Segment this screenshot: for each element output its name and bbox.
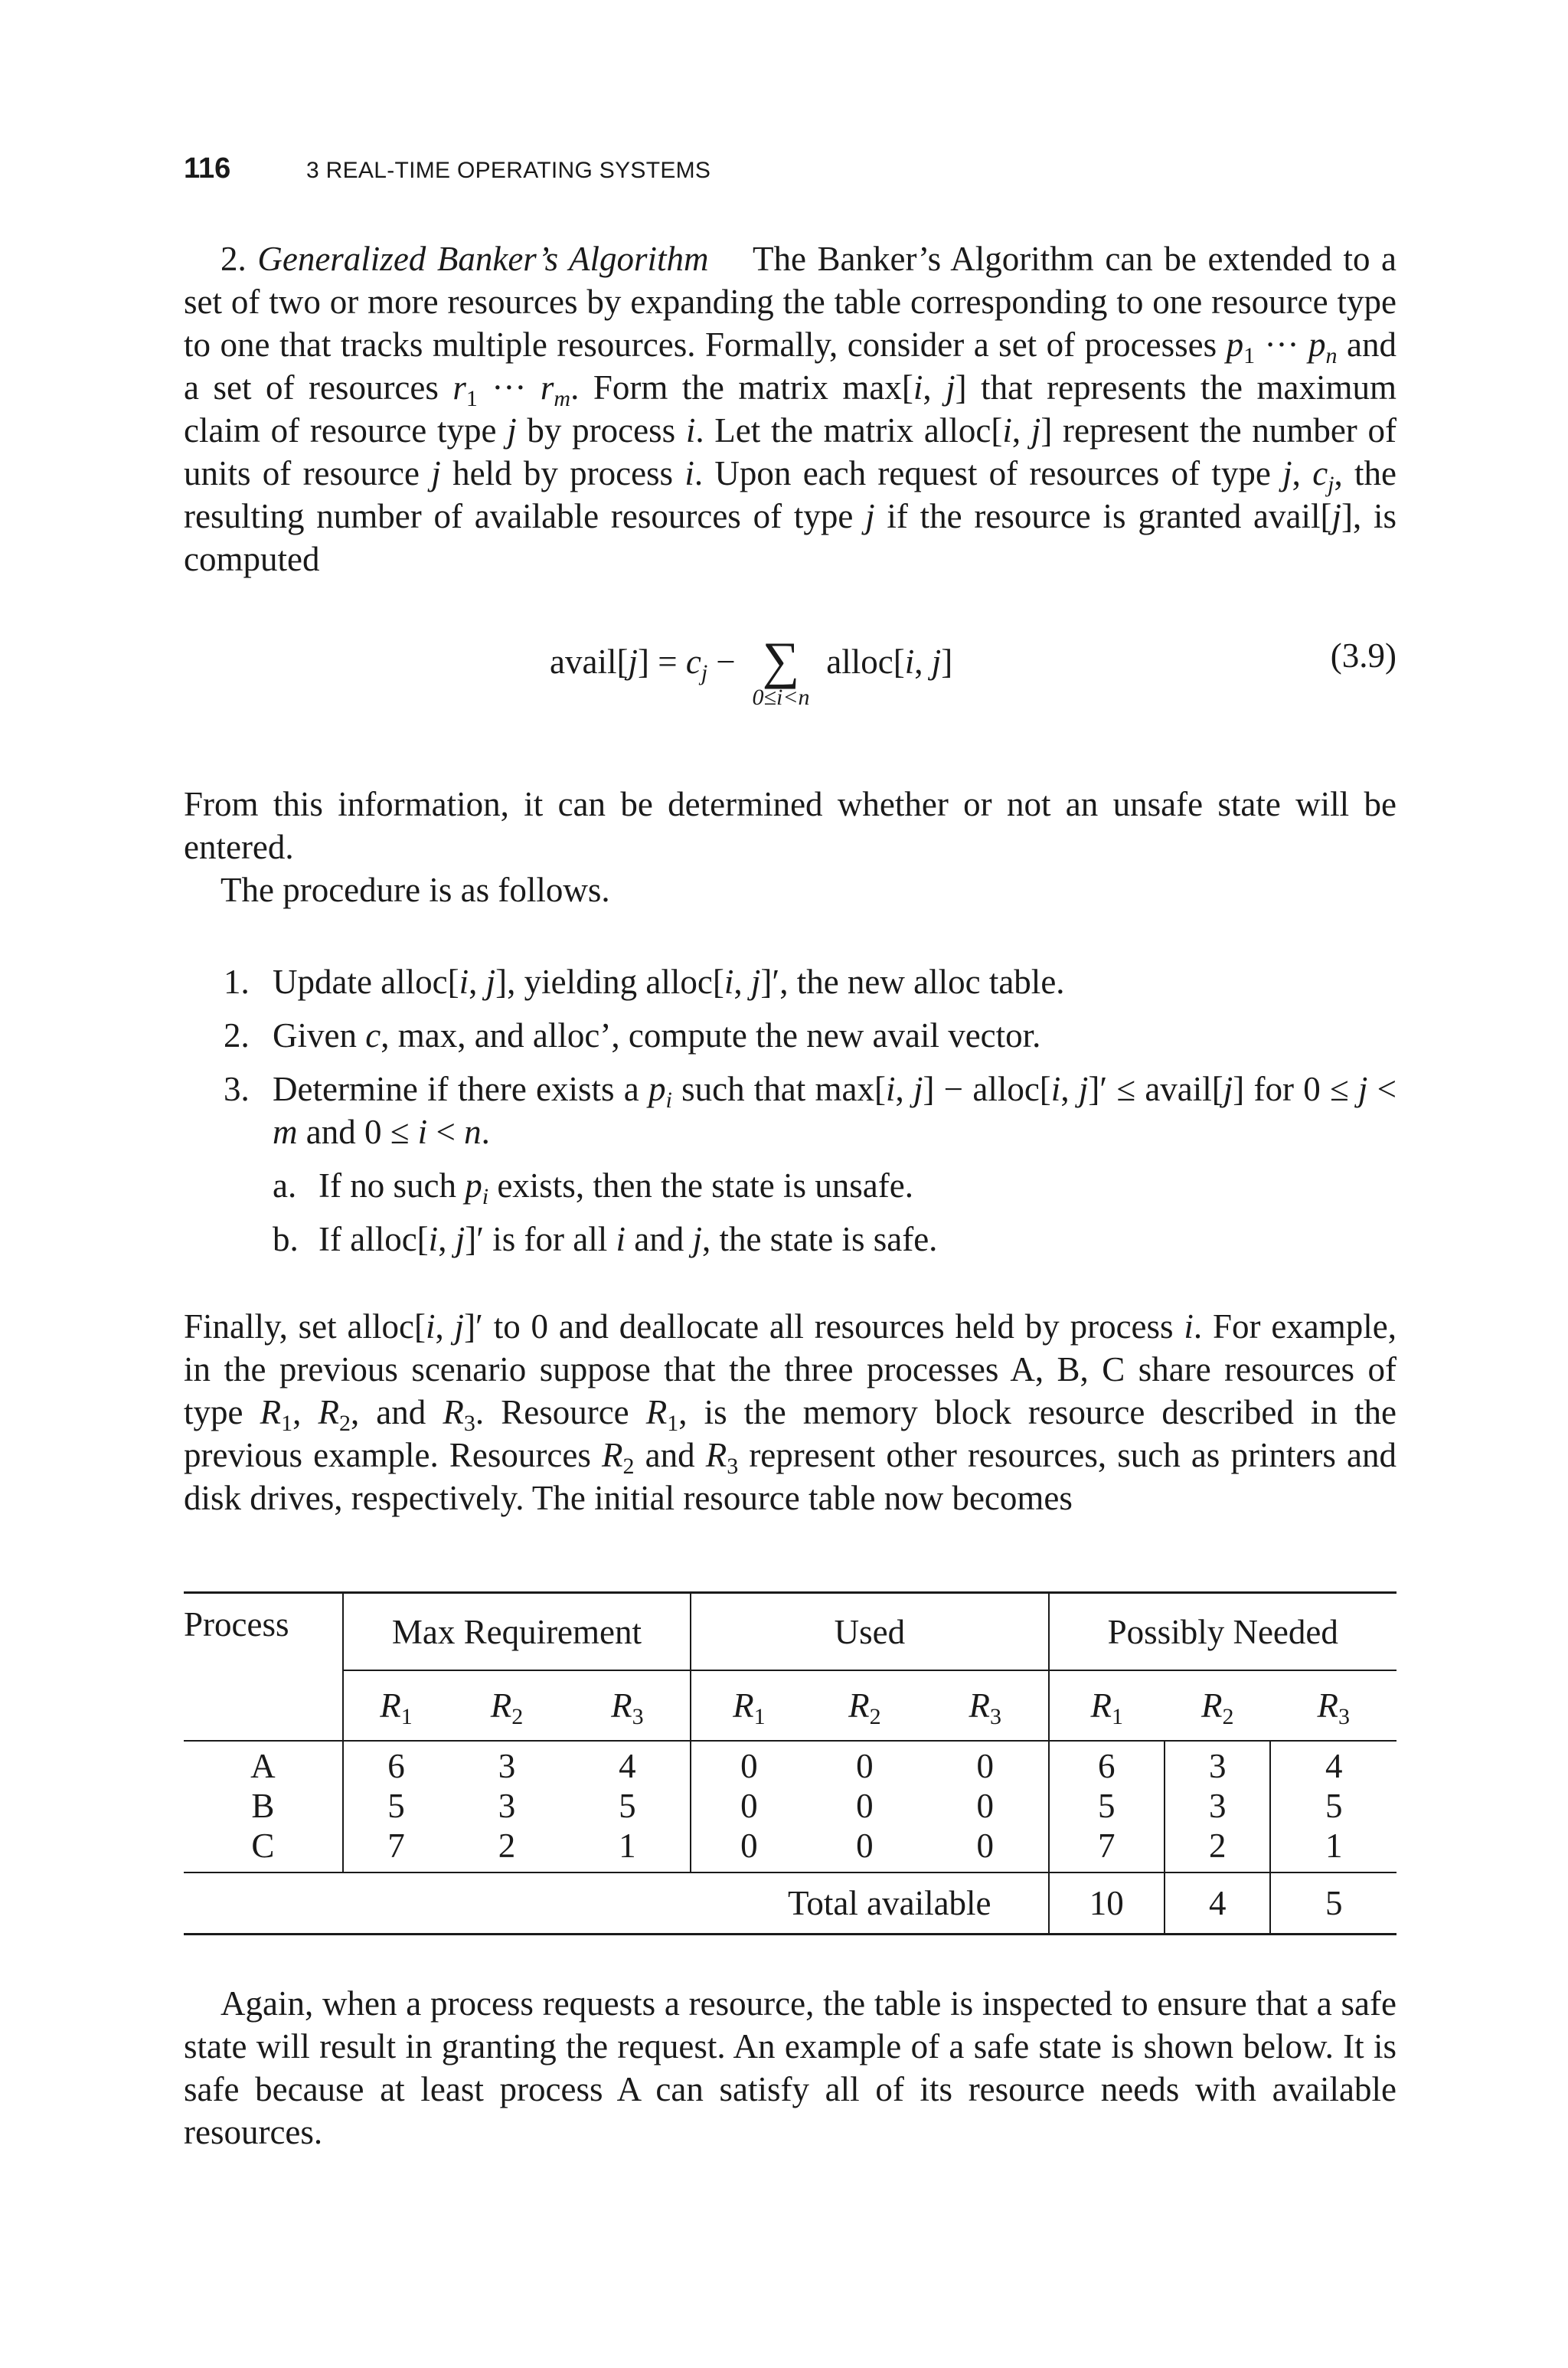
- math-R: R: [260, 1393, 282, 1431]
- used-cell: 0: [807, 1741, 923, 1786]
- text-run: The Banker’s Algorithm can be extended to a set of two or more resources by expanding the table corresponding to one resource type to one that tracks multiple resources. Formally, consider a set of processes: [184, 240, 1397, 364]
- used-cell: 0: [923, 1741, 1048, 1786]
- list-item: [184, 960, 1396, 1003]
- text-run: .: [481, 1113, 490, 1151]
- math-p: p: [465, 1166, 482, 1205]
- equation-body: [550, 631, 953, 710]
- resource-table: [184, 1591, 1396, 1935]
- math-i: i: [885, 1070, 896, 1108]
- subscript: m: [554, 386, 571, 411]
- text-run: ] that represents the maximum claim of resource type: [184, 368, 1396, 450]
- needed-cell: 2: [1165, 1826, 1270, 1872]
- group-header-needed: Possibly Needed: [1049, 1593, 1396, 1671]
- text-run: . Resource: [475, 1393, 646, 1431]
- subscript: j: [701, 660, 708, 685]
- col-header-r1: $R_1$: [1049, 1670, 1165, 1741]
- math-j: j: [1078, 1070, 1089, 1108]
- para5-text: Again, when a process requests a resource, the table is inspected to ensure that a safe state will result in granting the request. An example of a safe state is shown below. It is safe because at least process A can satisfy all of its resource needs with available resources.: [184, 1984, 1396, 2151]
- col-header-r2: $R_2$: [1165, 1670, 1270, 1741]
- paragraph-bankers-generalized: [184, 237, 1396, 581]
- equation-number: (3.9): [1330, 636, 1396, 675]
- math-j: j: [692, 1220, 703, 1258]
- math-i: i: [1184, 1307, 1194, 1346]
- math-r: r: [540, 368, 554, 407]
- subscript: n: [1325, 343, 1338, 368]
- list-item: [184, 1014, 1396, 1057]
- section-heading: Generalized Banker’s Algorithm: [257, 240, 709, 278]
- total-row: [184, 1872, 1396, 1935]
- math-i: i: [1050, 1070, 1061, 1108]
- table-row: [184, 1826, 1396, 1872]
- subscript: 2: [338, 1411, 351, 1436]
- math-p: p: [648, 1070, 666, 1108]
- math-r: r: [452, 368, 466, 407]
- used-cell: 0: [856, 1827, 874, 1865]
- max-cell: 5: [343, 1786, 449, 1826]
- list-number: b.: [273, 1220, 299, 1258]
- math-n: n: [464, 1113, 482, 1151]
- col-header-r3: $R_3$: [923, 1670, 1048, 1741]
- text-run: If no such: [318, 1166, 466, 1205]
- needed-cell: 6: [1049, 1741, 1165, 1786]
- needed-cell: 5: [1270, 1786, 1396, 1826]
- max-cell: 1: [619, 1827, 636, 1865]
- comma: ,: [469, 963, 486, 1001]
- process-cell: A: [184, 1741, 343, 1786]
- summation-range: 0≤i<n: [752, 685, 810, 710]
- text-run: ]′ is for all: [465, 1220, 616, 1258]
- group-header-max: Max Requirement: [343, 1593, 691, 1671]
- table-subheader-row: [184, 1670, 1396, 1741]
- text-run: , max, and alloc’, compute the new avail vector.: [381, 1016, 1041, 1055]
- table-row: [184, 1741, 1396, 1786]
- subscript: i: [482, 1184, 489, 1209]
- max-cell: 6: [343, 1741, 449, 1786]
- comma: ,: [292, 1393, 318, 1431]
- needed-cell: 5: [1049, 1786, 1165, 1826]
- chapter-title: 3 REAL-TIME OPERATING SYSTEMS: [306, 158, 711, 183]
- subscript: 1: [1243, 343, 1256, 368]
- math-j: j: [865, 497, 875, 535]
- math-i: i: [428, 1220, 439, 1258]
- math-j: j: [931, 643, 942, 681]
- math-j: j: [507, 411, 517, 450]
- text-run: and a set of resources: [184, 325, 1396, 407]
- max-cell: 3: [498, 1787, 516, 1825]
- eq-lhs: avail[: [550, 643, 629, 681]
- ellipsis: ···: [477, 368, 541, 407]
- list-number: 3.: [224, 1070, 250, 1108]
- needed-cell: 3: [1165, 1741, 1270, 1786]
- math-i: i: [417, 1113, 428, 1151]
- text-run: and: [634, 1436, 706, 1474]
- math-i: i: [616, 1220, 626, 1258]
- math-j: j: [628, 643, 638, 681]
- text-run: by process: [516, 411, 686, 450]
- text-run: Determine if there exists a: [273, 1070, 648, 1108]
- col-header-r1: $R_1$: [343, 1670, 449, 1741]
- max-cell: 3: [449, 1741, 564, 1786]
- table-header-row: [184, 1593, 1396, 1671]
- text-run: , and: [350, 1393, 443, 1431]
- list-number: a.: [273, 1166, 297, 1205]
- col-header-r3: $R_3$: [1270, 1670, 1396, 1741]
- sigma-symbol: ∑: [762, 631, 800, 689]
- total-label: Total available: [184, 1872, 1049, 1935]
- text-run: ] − alloc[: [923, 1070, 1051, 1108]
- text-run: . For example, in the previous scenario suppose that the three processes A, B, C share resources of type: [184, 1307, 1397, 1431]
- total-cell: 4: [1165, 1872, 1270, 1935]
- text-run: ] for 0 ≤: [1233, 1070, 1358, 1108]
- max-cell: 4: [565, 1741, 691, 1786]
- comma: ,: [438, 1220, 456, 1258]
- math-m: m: [273, 1113, 298, 1151]
- text-run: . Form the matrix max[: [570, 368, 913, 407]
- math-c: c: [365, 1016, 381, 1055]
- list-number: 2.: [224, 1016, 250, 1055]
- process-cell: C: [251, 1827, 275, 1865]
- text-run: held by process: [440, 454, 685, 492]
- subscript: 3: [463, 1411, 475, 1436]
- math-j: j: [1223, 1070, 1233, 1108]
- comma: ,: [733, 963, 751, 1001]
- text-run: ]′ ≤ avail[: [1088, 1070, 1223, 1108]
- comma: ,: [1060, 1070, 1079, 1108]
- text-run: , is the memory block resource described in the previous example. Resources: [184, 1393, 1397, 1474]
- math-j: j: [455, 1220, 466, 1258]
- math-R: R: [705, 1436, 727, 1474]
- process-cell: B: [251, 1787, 275, 1825]
- needed-cell: 1: [1270, 1826, 1396, 1872]
- math-R: R: [645, 1393, 668, 1431]
- comma: ,: [1011, 411, 1031, 450]
- math-R: R: [318, 1393, 339, 1431]
- text-run: exists, then the state is unsafe.: [488, 1166, 913, 1205]
- math-j: j: [1282, 454, 1292, 492]
- empty-cell: [184, 1670, 343, 1741]
- math-j: j: [431, 454, 441, 492]
- text-run: , the resulting number of available resources of type: [184, 454, 1397, 535]
- math-j: j: [913, 1070, 923, 1108]
- text-run: if the resource is granted avail[: [874, 497, 1332, 535]
- text-run: Given: [273, 1016, 366, 1055]
- list-item: [184, 1068, 1396, 1153]
- math-i: i: [1002, 411, 1012, 450]
- math-j: j: [750, 963, 761, 1001]
- math-R: R: [601, 1436, 623, 1474]
- col-header-r2: $R_2$: [449, 1670, 564, 1741]
- subscript: 1: [466, 386, 478, 411]
- equation-3-9: [184, 631, 1396, 734]
- para3-text: The procedure is as follows.: [220, 871, 610, 909]
- text-run: ], is computed: [184, 497, 1396, 578]
- math-R: R: [443, 1393, 464, 1431]
- subscript: 2: [622, 1454, 635, 1479]
- eq-equals: ] =: [637, 643, 686, 681]
- max-cell: 2: [498, 1827, 516, 1865]
- needed-cell: 7: [1049, 1826, 1165, 1872]
- running-head: [184, 153, 710, 186]
- text-run: . Let the matrix alloc[: [695, 411, 1003, 450]
- text-run: Finally, set alloc[: [184, 1307, 426, 1346]
- paragraph-unsafe-state: [184, 783, 1396, 911]
- item-number: 2.: [220, 240, 247, 278]
- math-j: j: [1357, 1070, 1368, 1108]
- math-i: i: [459, 963, 469, 1001]
- total-cell: 10: [1049, 1872, 1165, 1935]
- comma: ,: [435, 1307, 455, 1346]
- used-cell: 0: [691, 1786, 806, 1826]
- math-j: j: [946, 368, 956, 407]
- math-c: c: [1312, 454, 1328, 492]
- list-number: 1.: [224, 963, 250, 1001]
- math-i: i: [425, 1307, 436, 1346]
- math-i: i: [913, 368, 923, 407]
- text-run: ]′ to 0 and deallocate all resources held by process: [464, 1307, 1184, 1346]
- math-i: i: [724, 963, 734, 1001]
- paragraph-resource-example: [184, 1305, 1396, 1519]
- list-item: [184, 1218, 1396, 1261]
- text-run: represent other resources, such as printers and disk drives, respectively. The initial resource table now becomes: [184, 1436, 1397, 1517]
- total-cell: 5: [1270, 1872, 1396, 1935]
- text-run: Update alloc[: [273, 963, 459, 1001]
- text-run: and: [626, 1220, 693, 1258]
- used-cell: 0: [976, 1787, 995, 1825]
- text-run: such that max[: [671, 1070, 886, 1108]
- math-i: i: [685, 411, 696, 450]
- list-item: [184, 1164, 1396, 1207]
- process-header: Process: [184, 1593, 343, 1671]
- text-run: ]′, the new alloc table.: [760, 963, 1065, 1001]
- math-i: i: [904, 643, 915, 681]
- subscript: j: [1328, 472, 1334, 497]
- col-header-r1: $R_1$: [691, 1670, 806, 1741]
- used-cell: 0: [976, 1827, 995, 1865]
- max-cell: 7: [343, 1826, 449, 1872]
- used-cell: 0: [691, 1741, 806, 1786]
- page-number: 116: [184, 152, 231, 185]
- comma: ,: [923, 368, 946, 407]
- subscript: 1: [281, 1411, 293, 1436]
- eq-rhs: alloc[: [818, 643, 905, 681]
- para2-text: From this information, it can be determined whether or not an unsafe state will be entered.: [184, 785, 1396, 866]
- math-c: c: [685, 643, 701, 681]
- summation: [744, 631, 818, 710]
- math-i: i: [684, 454, 694, 492]
- text-run: If alloc[: [318, 1220, 429, 1258]
- table-row: [184, 1786, 1396, 1826]
- math-p: p: [1308, 325, 1326, 364]
- math-p: p: [1226, 325, 1244, 364]
- text-run: . Upon each request of resources of type: [694, 454, 1283, 492]
- math-j: j: [1331, 497, 1341, 535]
- text-run: ] represent the number of units of resource: [184, 411, 1396, 492]
- col-header-r3: $R_3$: [565, 1670, 691, 1741]
- used-cell: 0: [856, 1787, 874, 1825]
- text-run: ], yielding alloc[: [495, 963, 724, 1001]
- eq-close: ]: [941, 643, 953, 681]
- group-header-used: Used: [691, 1593, 1048, 1671]
- math-j: j: [1031, 411, 1041, 450]
- ellipsis: ···: [1255, 325, 1309, 364]
- col-header-r2: $R_2$: [807, 1670, 923, 1741]
- needed-cell: 4: [1270, 1741, 1396, 1786]
- math-j: j: [485, 963, 496, 1001]
- eq-minus: −: [707, 643, 745, 681]
- subscript: i: [665, 1088, 672, 1113]
- text-run: and 0 ≤: [297, 1113, 418, 1151]
- comma: ,: [914, 643, 932, 681]
- subscript: 3: [727, 1454, 739, 1479]
- text-run: <: [1367, 1070, 1397, 1108]
- text-run: <: [427, 1113, 465, 1151]
- procedure-list: [184, 960, 1396, 1271]
- math-j: j: [454, 1307, 465, 1346]
- subscript: 1: [667, 1411, 679, 1436]
- needed-cell: 3: [1165, 1786, 1270, 1826]
- comma: ,: [1292, 454, 1313, 492]
- text-run: , the state is safe.: [702, 1220, 938, 1258]
- used-cell: 0: [691, 1826, 806, 1872]
- max-cell: 5: [619, 1787, 636, 1825]
- paragraph-safe-state: [184, 1982, 1396, 2154]
- comma: ,: [895, 1070, 913, 1108]
